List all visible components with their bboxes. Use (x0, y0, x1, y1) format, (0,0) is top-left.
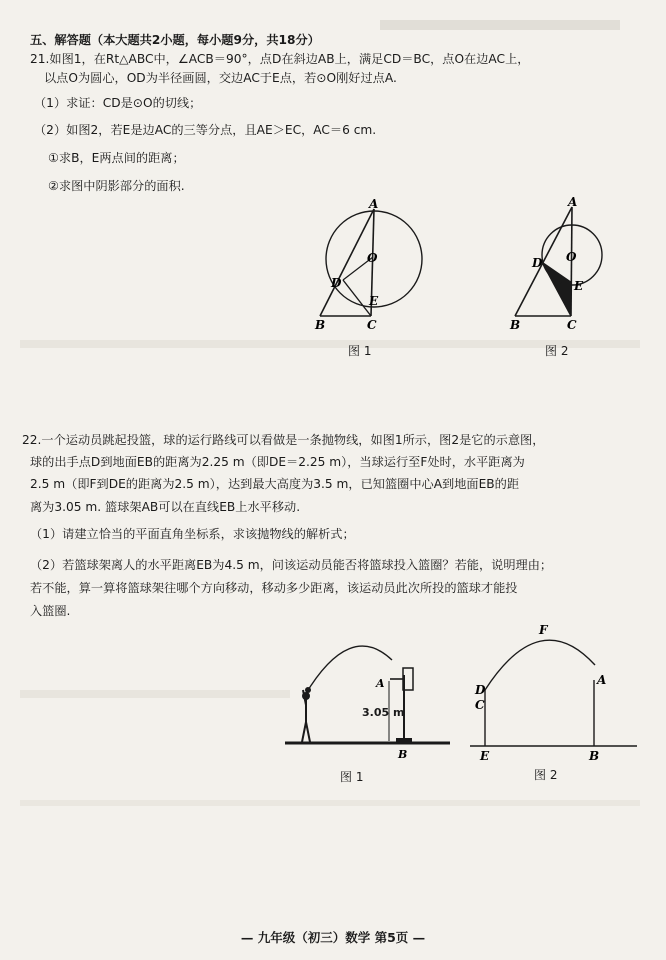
label-d: D (532, 256, 543, 270)
bleed-through-mark (380, 20, 620, 30)
q22-line-4: 离为3.05 m. 篮球架AB可以在直线EB上水平移动. (30, 500, 301, 514)
label-d: D (475, 683, 486, 697)
q22-figure-1 (280, 630, 460, 765)
q21-sub-1: ①求B，E两点间的距离； (48, 151, 185, 165)
section-heading: 五、解答题（本大题共2小题，每小题9分，共18分） (30, 33, 320, 47)
q21-figure-1 (305, 195, 425, 335)
player-icon (302, 690, 310, 742)
q22-line-1: 22.一个运动员跳起投篮，球的运行路线可以看做是一条抛物线，如图1所示，图2是它的示意图， (22, 433, 545, 447)
q22-part-2-line-2: 若不能，算一算将篮球架往哪个方向移动，移动多少距离，该运动员此次所投的篮球才能投 (30, 581, 518, 595)
label-b: B (589, 749, 600, 763)
q22-height-label: 3.05 m (362, 706, 405, 719)
label-e: E (574, 279, 584, 293)
bleed-through-mark (20, 800, 640, 806)
label-c: C (367, 318, 377, 332)
label-f: F (539, 625, 548, 637)
label-a: A (597, 673, 607, 687)
label-e: E (480, 749, 490, 763)
pole-base (396, 738, 412, 743)
label-b: B (510, 318, 521, 332)
label-e: E (369, 294, 379, 308)
label-a: A (568, 195, 578, 209)
q22-part-2-line-3: 入篮圈. (30, 604, 71, 618)
label-o: O (566, 250, 577, 264)
page-footer: — 九年级（初三）数学 第5页 — (240, 930, 426, 945)
label-b: B (315, 318, 326, 332)
q22-figure-1-caption: 图 1 (340, 770, 364, 784)
q22-part-2-line-1: （2）若篮球架离人的水平距离EB为4.5 m，问该运动员能否将篮球投入篮圈？若能，说明理由； (30, 558, 553, 572)
label-c: C (567, 318, 577, 332)
label-a: A (376, 677, 385, 690)
label-c: C (475, 698, 485, 712)
q21-figure-2 (500, 195, 620, 335)
parabola (485, 640, 595, 690)
q21-figure-2-caption: 图 2 (545, 344, 569, 358)
label-d: D (331, 276, 342, 290)
label-o: O (367, 251, 378, 265)
q21-line-1: 21.如图1，在Rt△ABC中，∠ACB＝90°，点D在斜边AB上，满足CD＝BC，点O在边AC上， (30, 52, 530, 66)
q22-part-1: （1）请建立恰当的平面直角坐标系，求该抛物线的解析式； (30, 527, 355, 541)
q21-part-1: （1）求证：CD是⊙O的切线； (34, 96, 202, 110)
label-a: A (369, 197, 379, 211)
q22-line-2: 球的出手点D到地面EB的距离为2.25 m（即DE＝2.25 m），当球运行至F处时，水平距离为 (30, 455, 525, 469)
q22-figure-2-caption: 图 2 (534, 768, 558, 782)
q21-line-2: 以点O为圆心，OD为半径画圆，交边AC于E点，若⊙O刚好过点A. (44, 71, 397, 85)
label-b: B (398, 748, 408, 761)
bleed-through-mark (20, 690, 290, 698)
q21-sub-2: ②求图中阴影部分的面积. (48, 179, 185, 193)
q22-line-3: 2.5 m（即F到DE的距离为2.5 m），达到最大高度为3.5 m，已知篮圈中心A到地面EB的距 (30, 477, 520, 491)
q22-figure-2 (465, 625, 645, 765)
q21-part-2: （2）如图2，若E是边AC的三等分点，且AE＞EC，AC＝6 cm. (34, 123, 377, 137)
q21-figure-1-caption: 图 1 (348, 344, 372, 358)
